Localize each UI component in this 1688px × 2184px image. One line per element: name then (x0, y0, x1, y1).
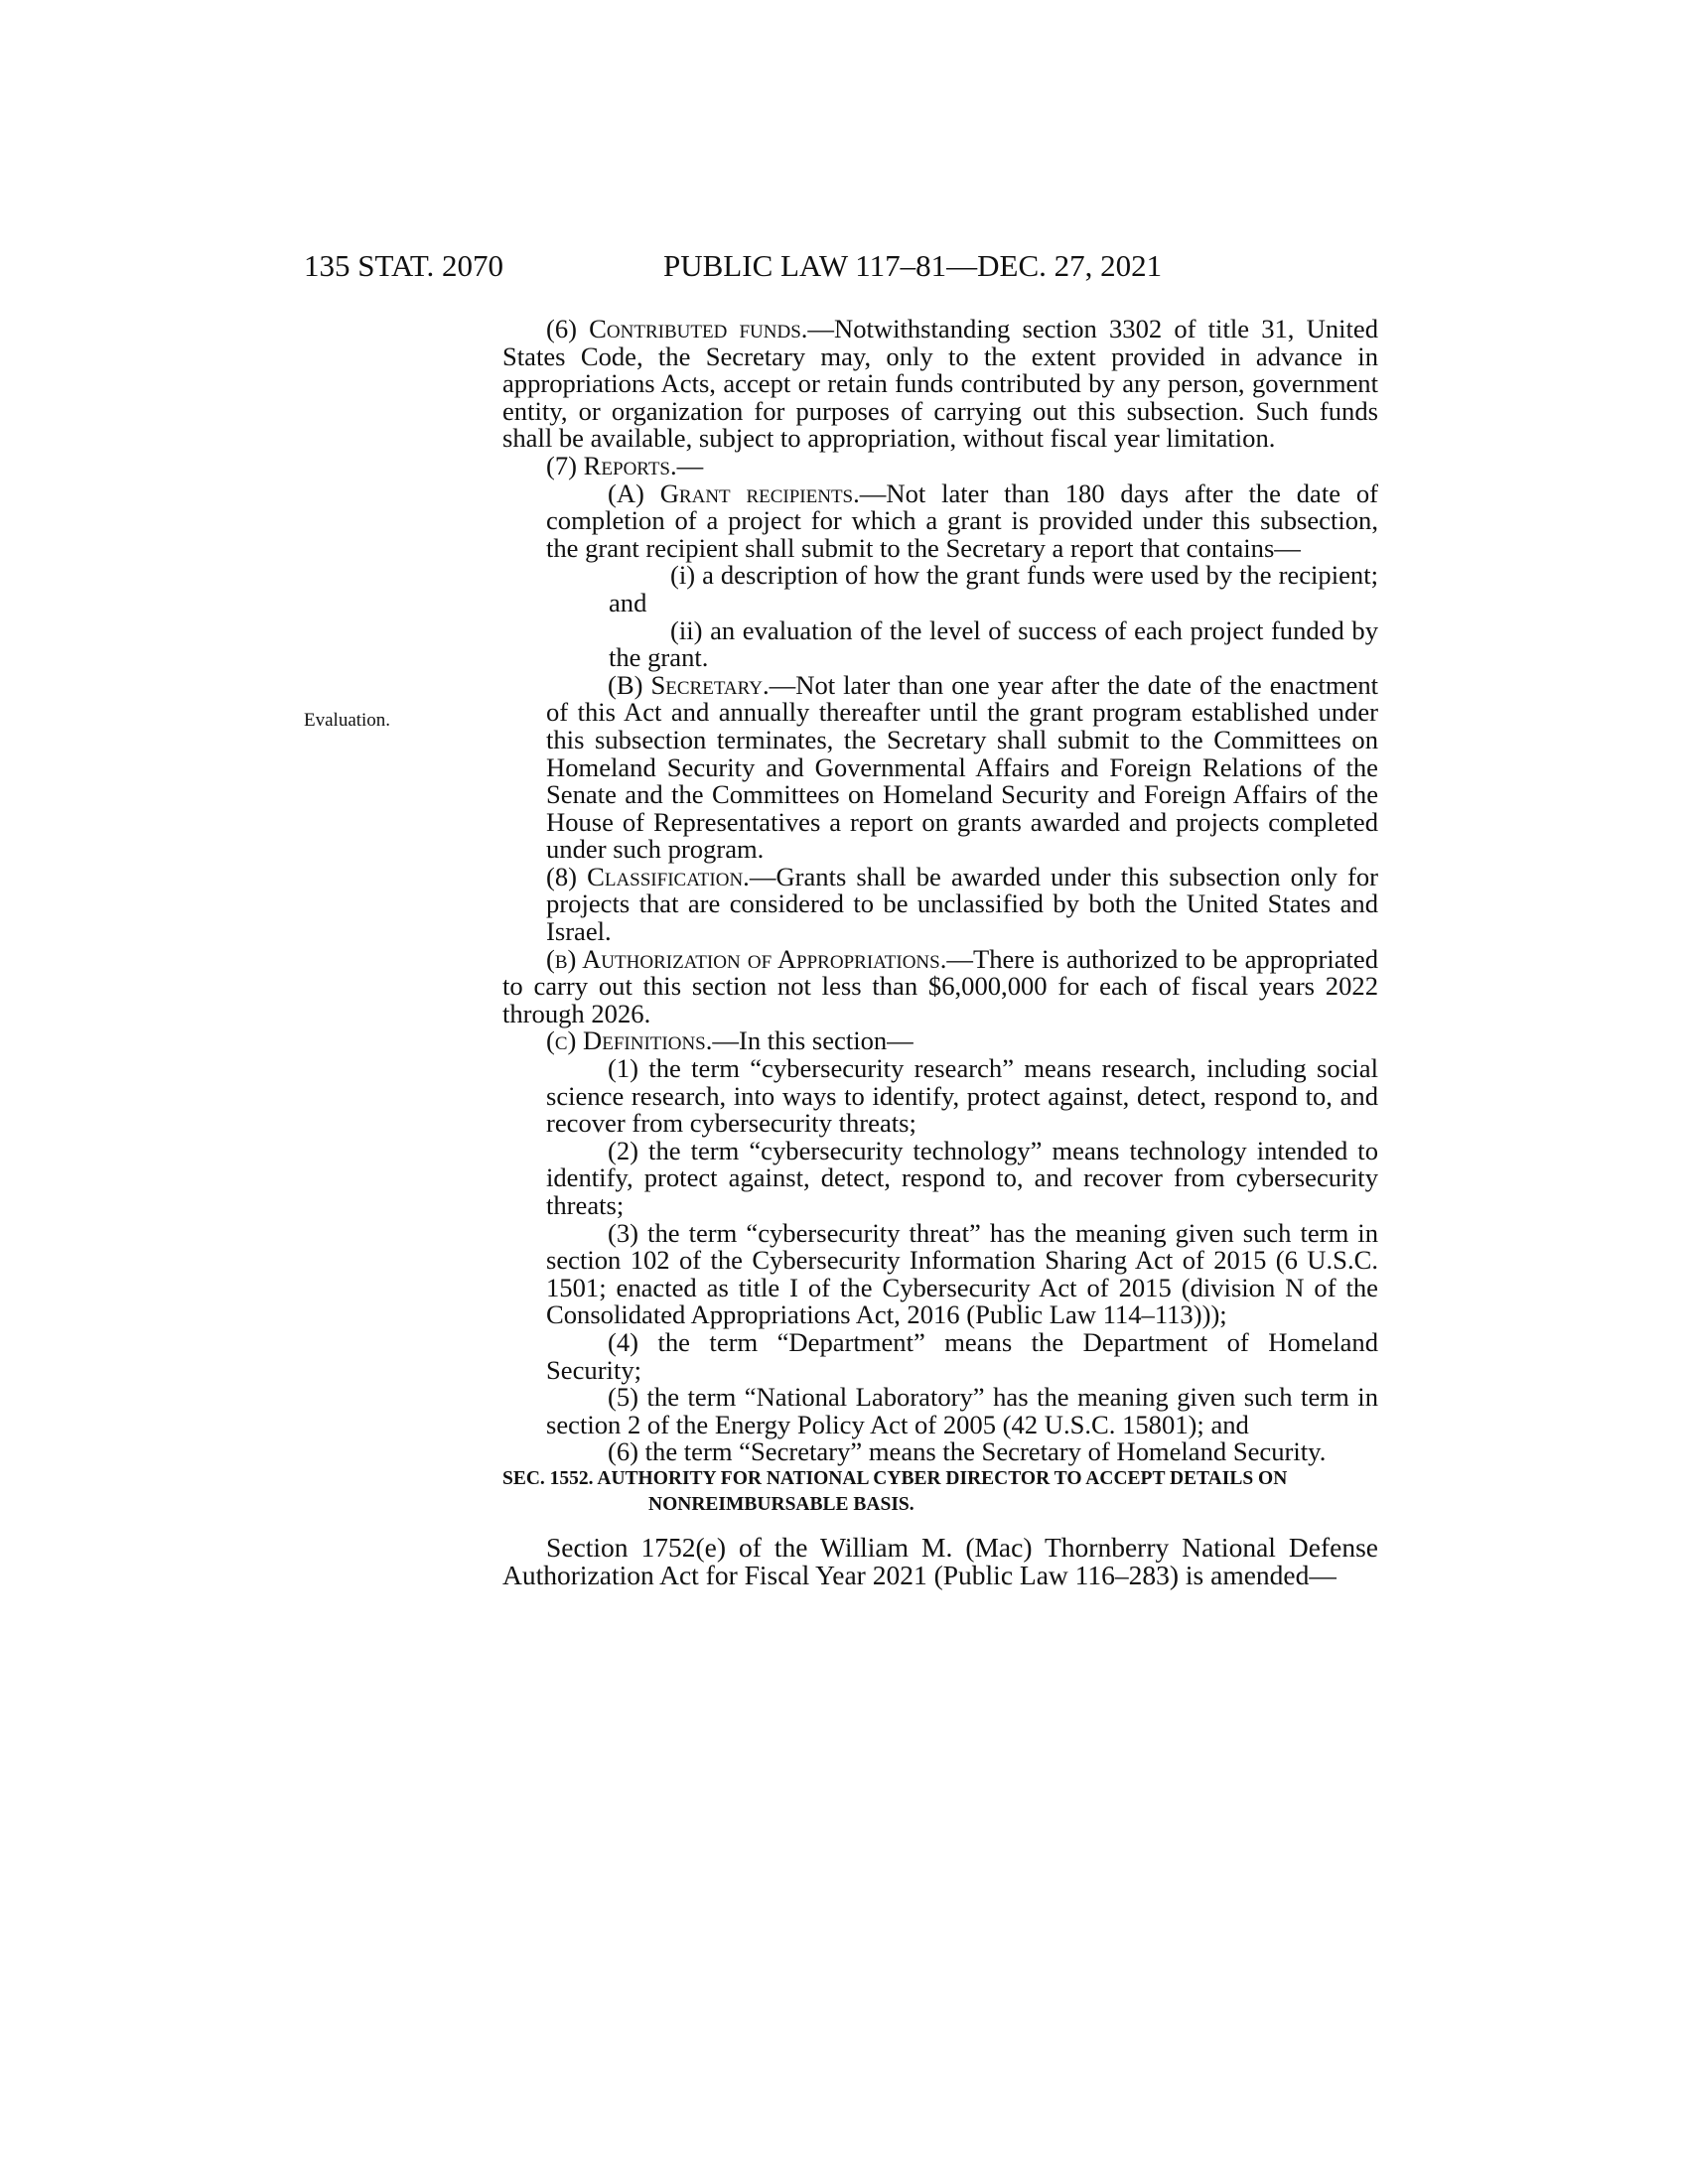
paragraph-heading: (A) Grant recipients. (608, 478, 860, 508)
paragraph-heading: (b) Authorization of Appropriations. (546, 943, 947, 974)
definition-department: (4) the term “Department” means the Department of Homeland Security; (546, 1326, 1378, 1385)
paragraph-classification (502, 861, 1379, 947)
clause-ii: (ii) an evaluation of the level of success of each project funded by the grant. (609, 614, 1378, 673)
definition-national-laboratory: (5) the term “National Laboratory” has the meaning given such term in section 2 of the Energy Policy Act of 2005 (42 U.S.C. 15801); and (546, 1382, 1378, 1439)
page-header (0, 248, 1688, 288)
subparagraph-grant-recipients (502, 480, 1378, 563)
paragraph-heading: (c) Definitions. (546, 1025, 713, 1056)
paragraph-text: —Grants shall be awarded under this subsection only for projects that are considered to be unclassified by both the United States and Israel. (546, 861, 1379, 947)
subparagraph-secretary (502, 669, 1379, 865)
subsection-definitions (502, 1027, 1378, 1055)
paragraph-text: —In this section— (712, 1025, 914, 1056)
paragraph-text: —Not later than one year after the date of the enactment of this Act and annually thereafter until the grant program established under this subsection terminates, the Secretary shall submit to the Committees on Homeland Security and Governmental Affairs and Foreign Relations of the Senate and the Committees on Homeland Security and Foreign Affairs of the House of Representatives a report on grants awarded and projects completed under such program. (546, 669, 1379, 865)
running-head: PUBLIC LAW 117–81—DEC. 27, 2021 (663, 248, 1163, 283)
definition-cybersecurity-research: (1) the term “cybersecurity research” means research, including social science research, into ways to identify, protect against, detect, respond to, and recover from cybersecurity threats; (546, 1053, 1378, 1139)
paragraph-heading: (B) Secretary. (608, 669, 770, 700)
section-number: SEC. 1552. (502, 1467, 594, 1489)
statute-page-number: 135 STAT. 2070 (304, 248, 504, 283)
definition-secretary: (6) the term “Secretary” means the Secretary of Homeland Security. (608, 1436, 1327, 1467)
margin-note: Evaluation. (304, 710, 391, 731)
paragraph-reports (502, 450, 1378, 480)
section-text: Section 1752(e) of the William M. (Mac) Thornberry National Defense Authorization Act for Fiscal Year 2021 (Public Law 116–283) is amended— (502, 1531, 1378, 1590)
subsection-authorization (502, 943, 1378, 1028)
section-title: AUTHORITY FOR NATIONAL CYBER DIRECTOR TO ACCEPT DETAILS ON NONREIMBURSABLE BASIS. (597, 1467, 1288, 1515)
paragraph-text: —Not later than 180 days after the date of completion of a project for which a grant is provided under this subsection, the grant recipient shall submit to the Secretary a report that contains— (546, 478, 1378, 563)
paragraph-heading: (8) Classification. (546, 861, 750, 891)
paragraph-contributed-funds (502, 316, 1378, 453)
paragraph-text: —There is authorized to be appropriated to carry out this section not less than $6,000,000 for each of fiscal years 2022 through 2026. (502, 943, 1378, 1028)
section-heading (502, 1466, 1378, 1518)
paragraph-text: —Notwithstanding section 3302 of title 31, United States Code, the Secretary may, only to the extent provided in advance in appropriations Acts, accept or retain funds contributed by any person, government entity, or organization for purposes of carrying out this subsection. Such funds shall be available, subject to appropriation, without fiscal year limitation. (502, 314, 1378, 454)
statute-body (502, 316, 1378, 1588)
definition-cybersecurity-threat: (3) the term “cybersecurity threat” has the meaning given such term in section 102 of the Cybersecurity Information Sharing Act of 2015 (6 U.S.C. 1501; enacted as title I of the Cybersecurity Act of 2015 (division N of the Consolidated Appropriations Act, 2016 (Public Law 114–113))); (546, 1217, 1378, 1330)
paragraph-heading: (7) Reports. (546, 450, 677, 480)
definition-cybersecurity-technology: (2) the term “cybersecurity technology” means technology intended to identify, protect against, detect, respond to, and recover from cybersecurity threats; (546, 1135, 1378, 1220)
paragraph-text: — (676, 450, 704, 480)
clause-i: (i) a description of how the grant funds were used by the recipient; and (609, 560, 1378, 617)
paragraph-heading: (6) Contributed funds. (546, 314, 808, 343)
